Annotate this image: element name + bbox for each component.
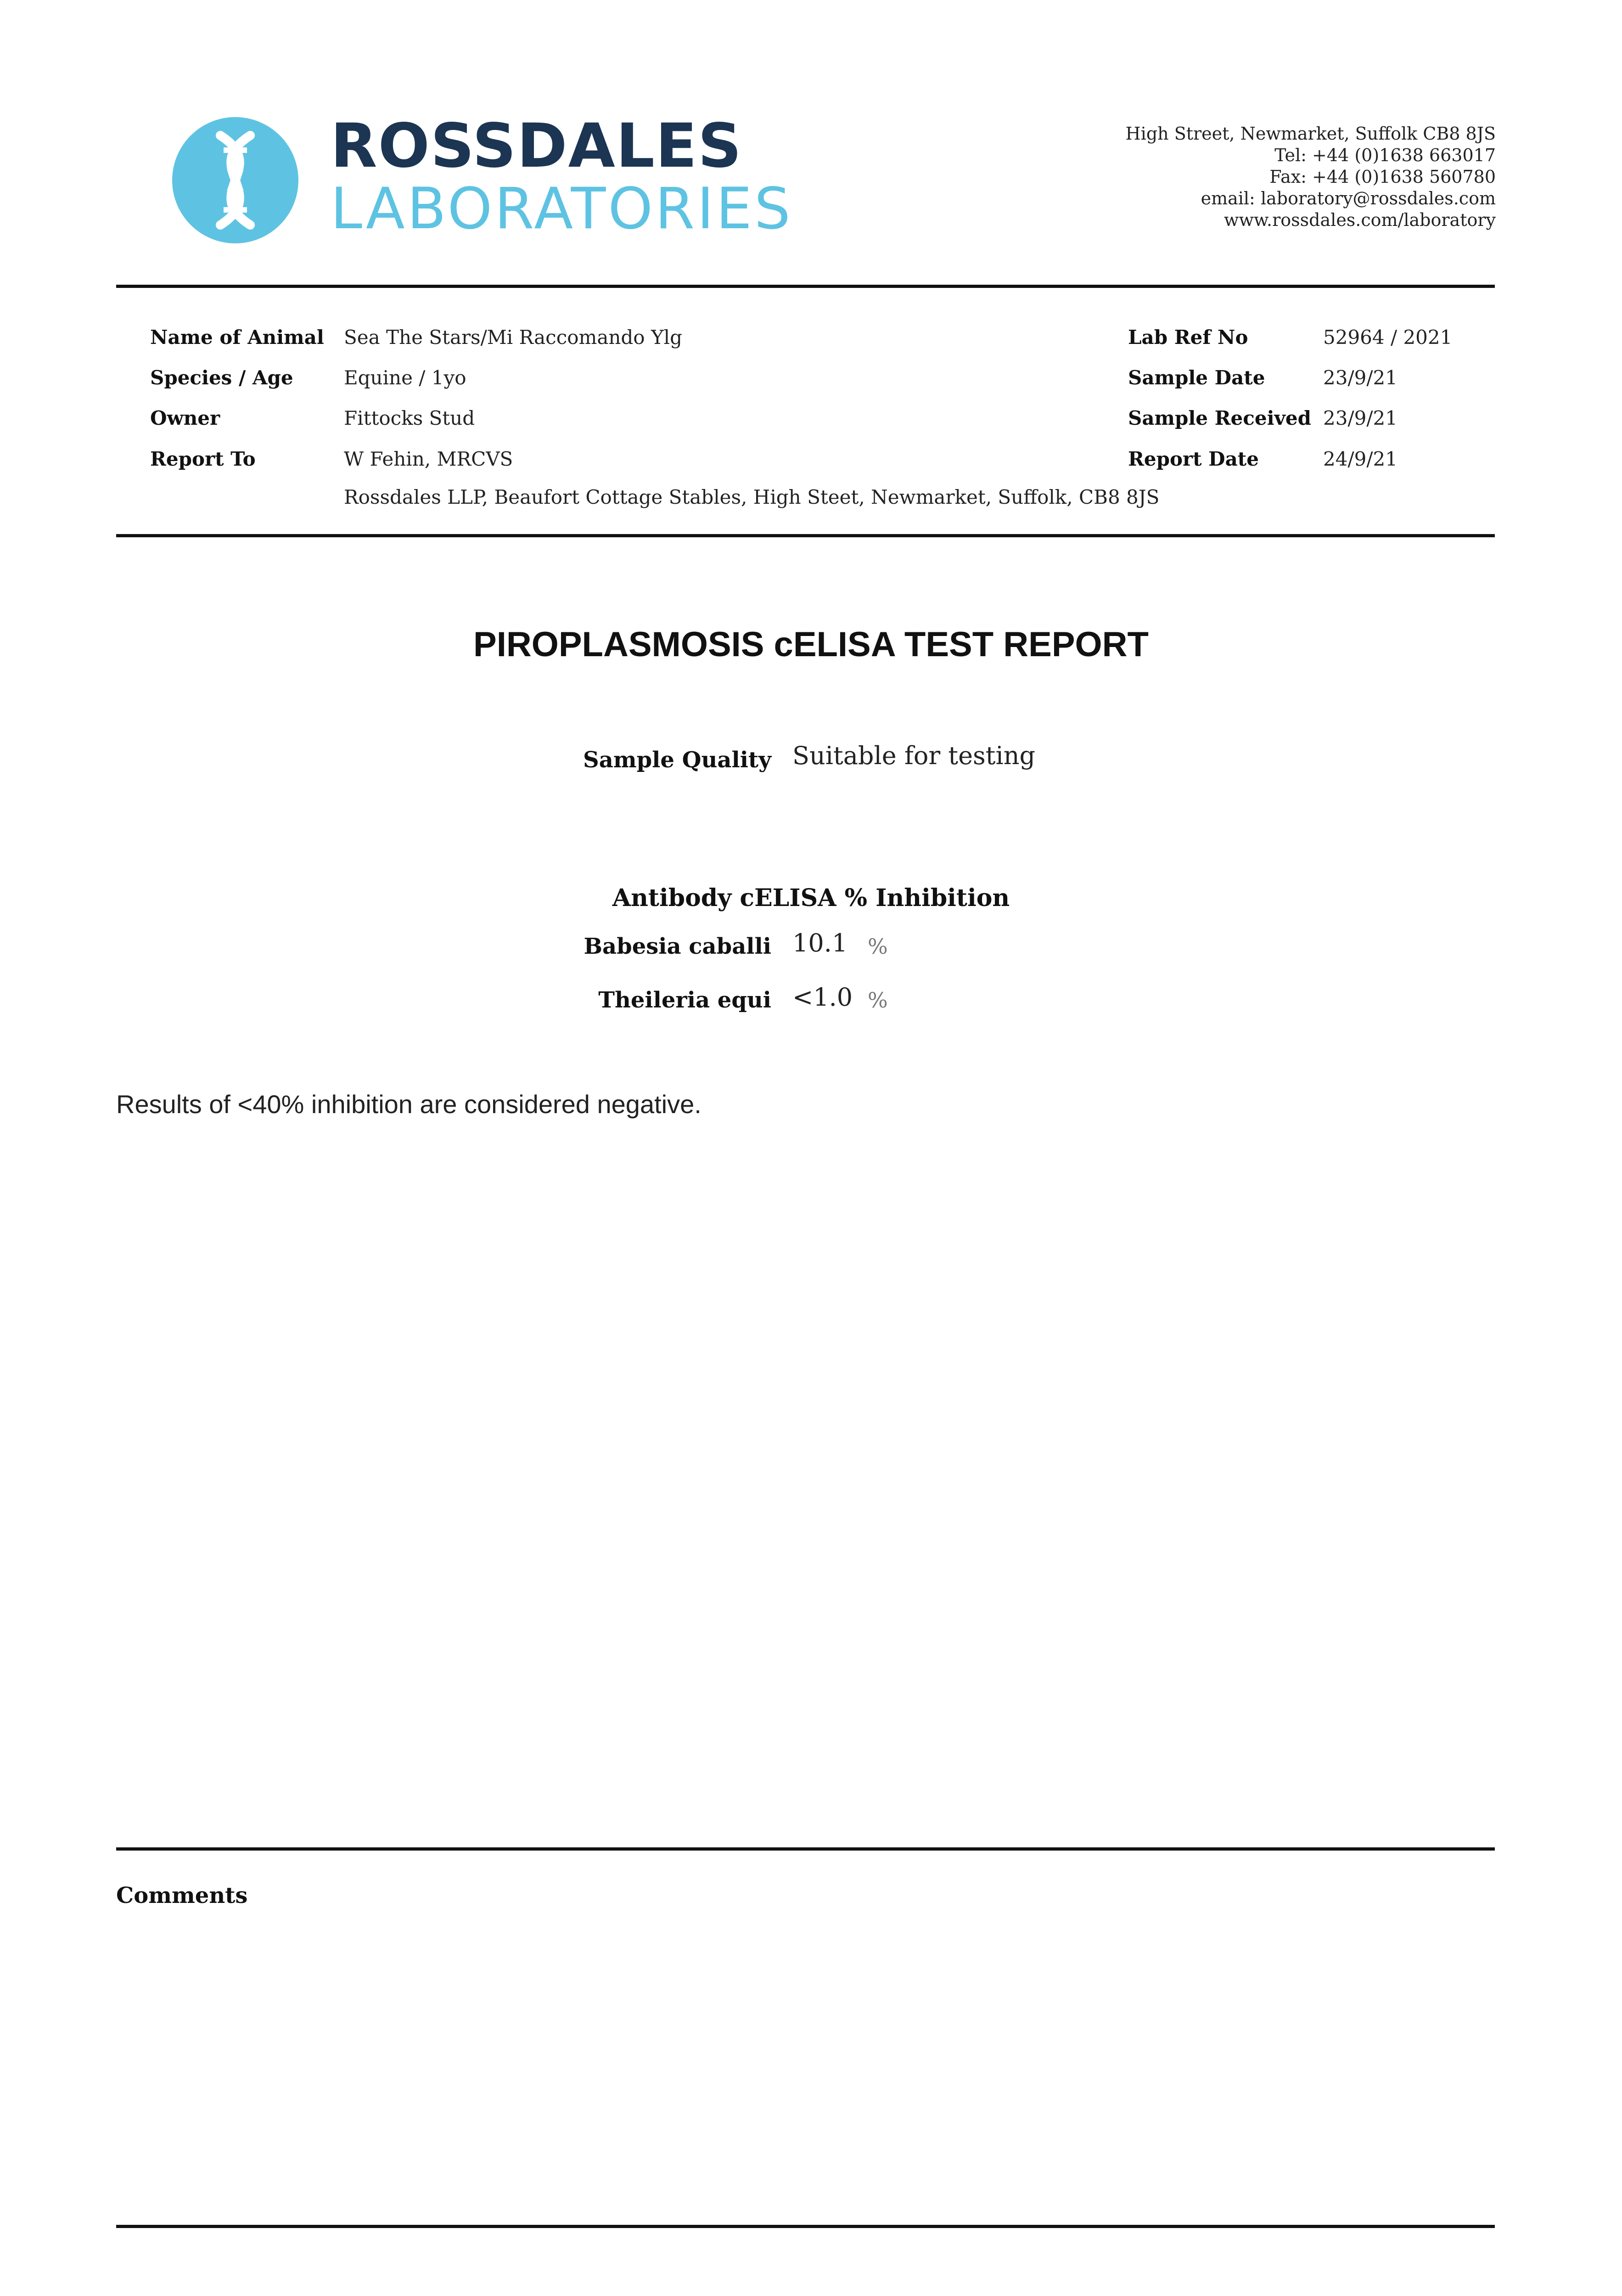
name-of-animal-value: Sea The Stars/Mi Raccomando Ylg bbox=[344, 326, 682, 349]
contact-address: High Street, Newmarket, Suffolk CB8 8JS bbox=[1125, 124, 1496, 144]
species-age-label: Species / Age bbox=[150, 366, 293, 389]
brand-subtitle: LABORATORIES bbox=[331, 176, 793, 242]
name-of-animal-label: Name of Animal bbox=[150, 326, 324, 349]
contact-block bbox=[1126, 123, 1496, 231]
report-to-label: Report To bbox=[150, 448, 256, 470]
footer-divider bbox=[116, 2225, 1495, 2228]
theileria-equi-unit: % bbox=[868, 988, 888, 1013]
babesia-caballi-unit: % bbox=[868, 934, 888, 959]
owner-value: Fittocks Stud bbox=[344, 407, 475, 429]
sample-date-value: 23/9/21 bbox=[1323, 366, 1398, 389]
info-divider bbox=[116, 534, 1495, 537]
babesia-caballi-label: Babesia caballi bbox=[584, 934, 771, 959]
sample-quality-value: Suitable for testing bbox=[792, 741, 1036, 770]
interpretation-note: Results of <40% inhibition are considered negative. bbox=[116, 1090, 702, 1119]
contact-fax: Fax: +44 (0)1638 560780 bbox=[1269, 167, 1496, 187]
brand-name: ROSSDALES bbox=[331, 111, 743, 181]
owner-label: Owner bbox=[150, 407, 220, 429]
antibody-heading: Antibody cELISA % Inhibition bbox=[612, 884, 1010, 912]
comments-divider bbox=[116, 1847, 1495, 1851]
lab-ref-label: Lab Ref No bbox=[1128, 326, 1248, 349]
report-date-label: Report Date bbox=[1128, 448, 1259, 470]
contact-tel: Tel: +44 (0)1638 663017 bbox=[1274, 145, 1496, 165]
theileria-equi-value: <1.0 bbox=[792, 983, 853, 1012]
contact-website: www.rossdales.com/laboratory bbox=[1224, 210, 1496, 230]
header-divider bbox=[116, 285, 1495, 288]
sample-received-label: Sample Received bbox=[1128, 407, 1312, 429]
species-age-value: Equine / 1yo bbox=[344, 366, 466, 389]
comments-label: Comments bbox=[116, 1883, 248, 1908]
theileria-equi-label: Theileria equi bbox=[598, 987, 771, 1013]
report-date-value: 24/9/21 bbox=[1323, 448, 1398, 470]
report-to-address: Rossdales LLP, Beaufort Cottage Stables, High Steet, Newmarket, Suffolk, CB8 8JS bbox=[344, 486, 1160, 508]
dna-icon bbox=[172, 117, 298, 243]
lab-ref-value: 52964 / 2021 bbox=[1323, 326, 1453, 349]
sample-received-value: 23/9/21 bbox=[1323, 407, 1398, 429]
contact-email: email: laboratory@rossdales.com bbox=[1201, 188, 1496, 208]
babesia-caballi-value: 10.1 bbox=[792, 929, 848, 957]
sample-quality-label: Sample Quality bbox=[583, 747, 771, 773]
report-title: PIROPLASMOSIS cELISA TEST REPORT bbox=[473, 625, 1149, 664]
report-to-value: W Fehin, MRCVS bbox=[344, 448, 513, 470]
sample-date-label: Sample Date bbox=[1128, 366, 1265, 389]
